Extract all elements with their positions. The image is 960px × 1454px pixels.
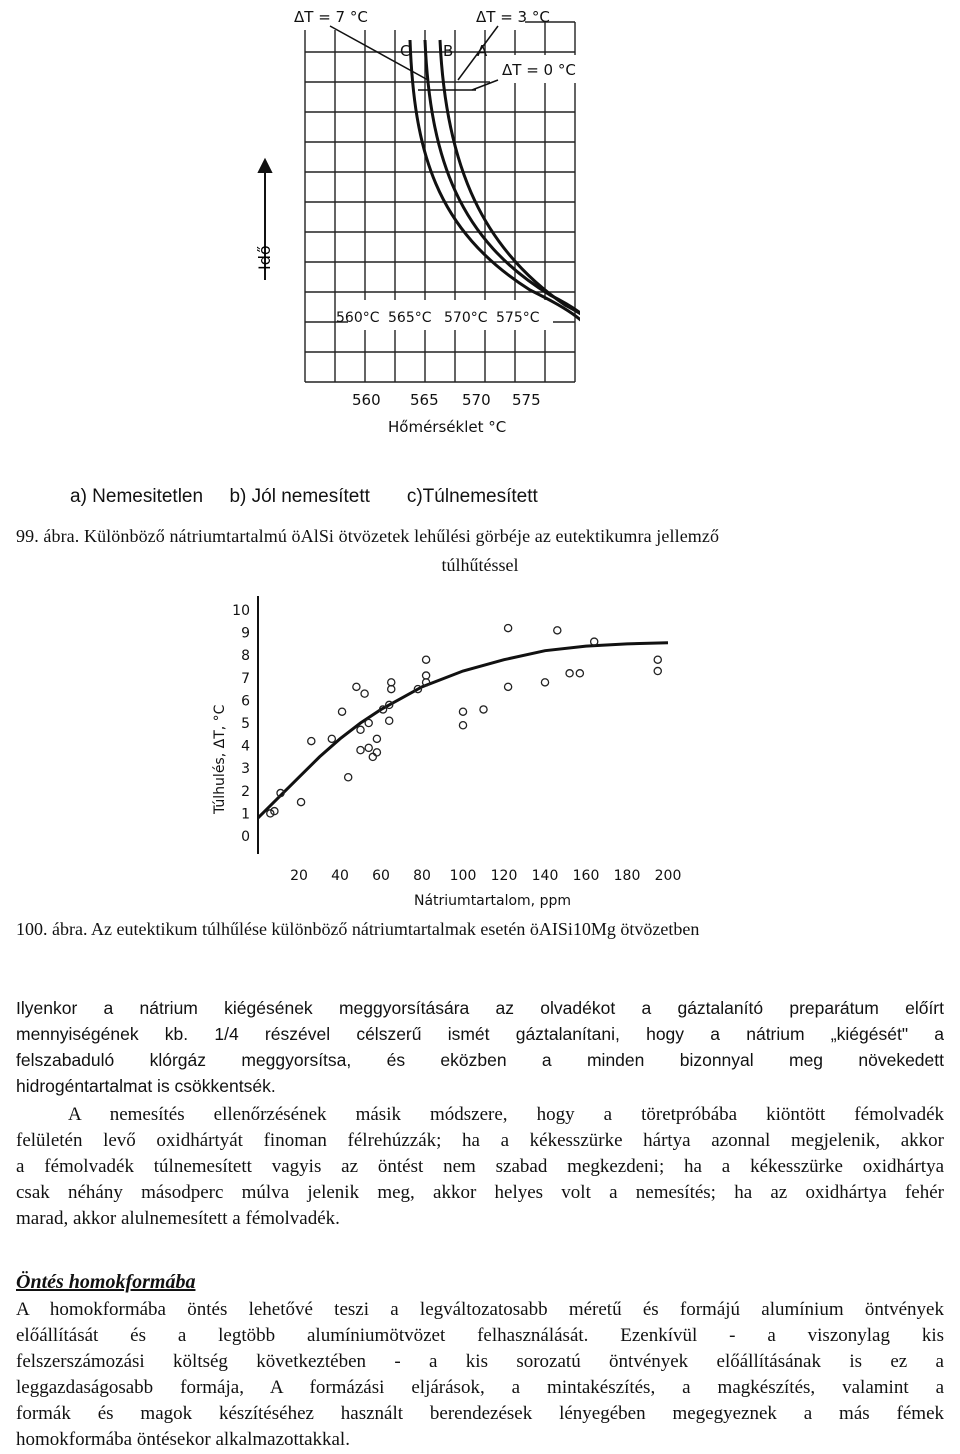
- x-tick: 565: [410, 391, 439, 409]
- section-heading: Öntés homokformába: [16, 1271, 196, 1293]
- y-tick-label: 3: [241, 761, 250, 778]
- temp-mark: 575°C: [496, 310, 540, 326]
- paragraph-2-line: a fémolvadék túlnemesített vagyis az öntést nem szabad megkezdeni; ha a kékesszürke oxidhártya: [16, 1156, 944, 1177]
- y-tick-label: 4: [241, 738, 250, 755]
- cooling-curve-a: [440, 40, 580, 345]
- y-axis-label: Idő: [255, 245, 274, 270]
- figure100-caption: 100. ábra. Az eutektikum túlhűlése különböző nátriumtartalmak esetén öAISi10Mg ötvözetben: [16, 919, 700, 939]
- figure99-caption-line2: túlhűtéssel: [441, 555, 519, 575]
- paragraph-1-line: hidrogéntartalmat is csökkentsék.: [16, 1076, 276, 1096]
- x-axis-ticks: [352, 391, 541, 409]
- x-tick-label: 120: [490, 868, 518, 884]
- paragraph-2-line: A nemesítés ellenőrzésének másik módszere, hogy a töretpróbába kiöntött fémolvadék: [68, 1104, 944, 1125]
- undercooling-chart: [200, 592, 730, 910]
- delta-t-c-label: ΔT = 7 °C: [294, 8, 368, 26]
- curve-c-label: C: [400, 42, 411, 60]
- figure99-caption-line1: 99. ábra. Különböző nátriumtartalmú öAlSi ötvözetek lehűlési görbéje az eutektikumra jellemző: [16, 526, 720, 546]
- paragraph-3-line: felszerszámozási költség következtében - a kis sorozatú öntvények előállításának is ez a: [16, 1351, 944, 1372]
- x-axis-label: Hőmérséklet °C: [388, 418, 507, 436]
- y-tick-label: 6: [241, 693, 250, 710]
- x-tick: 560: [352, 391, 381, 409]
- paragraph-3: [16, 1297, 944, 1453]
- x-tick-label: 20: [290, 868, 308, 884]
- paragraph-3-line: leggazdaságosabb formája, A formázási eljárások, a mintakészítés, a magkészítés, valamint a: [16, 1377, 944, 1398]
- cooling-curve-figure: [240, 0, 580, 445]
- x-tick-label: 180: [613, 868, 641, 884]
- paragraph-3-line: homokformába öntésekor alkalmazottakkal.: [16, 1429, 350, 1450]
- x-axis-ticks: [290, 868, 681, 884]
- delta-t-b-label: ΔT = 3 °C: [476, 8, 550, 26]
- curve-b-label: B: [443, 42, 454, 60]
- y-tick-label: 7: [241, 670, 250, 687]
- paragraph-3-line: előállítását és a legtöbb alumíniumötvözet felhasználását. Ezenkívül - a viszonylag kis: [16, 1325, 944, 1346]
- delta-t-leaders: [330, 26, 498, 90]
- paragraph-1-line: mennyiségének kb. 1/4 részével célszerű ismét gáztalanítani, hogy a nátrium „kiégését" a: [16, 1024, 944, 1044]
- chart-frame-bg: [250, 592, 730, 854]
- y-tick-label: 10: [232, 603, 250, 619]
- paragraph-3-line: formák és magok készítéséhez használt berendezések lényegében megegyeznek a más fémek: [16, 1403, 944, 1424]
- y-tick-label: 1: [241, 806, 250, 823]
- paragraph-2-line: csak néhány másodperc múlva jelenik meg, akkor helyes volt a nemesítés; ha az oxidhártya fehér: [16, 1182, 944, 1203]
- x-axis-label: Nátriumtartalom, ppm: [414, 893, 571, 909]
- x-tick-label: 200: [654, 868, 682, 884]
- x-tick-label: 40: [331, 868, 349, 884]
- temp-mark: 570°C: [444, 310, 488, 326]
- temp-mark: 565°C: [388, 310, 432, 326]
- y-tick-label: 9: [241, 625, 250, 642]
- paragraph-2: [16, 1102, 944, 1232]
- delta-t-a-label: ΔT = 0 °C: [502, 61, 576, 79]
- x-tick-label: 60: [372, 868, 390, 884]
- x-tick-label: 140: [531, 868, 559, 884]
- x-tick: 570: [462, 391, 491, 409]
- paragraph-1: [16, 995, 944, 1099]
- x-tick: 575: [512, 391, 541, 409]
- figure99-variant-labels: a) Nemesitetlen b) Jól nemesített c)Túlnemesített: [70, 486, 538, 507]
- x-tick-label: 80: [413, 868, 431, 884]
- paragraph-2-line: marad, akkor alulnemesített a fémolvadék.: [16, 1208, 340, 1229]
- y-tick-label: 8: [241, 648, 250, 665]
- x-tick-label: 100: [449, 868, 477, 884]
- temp-mark: 560°C: [336, 310, 380, 326]
- y-tick-label: 0: [241, 829, 250, 845]
- paragraph-2-line: felületén levő oxidhártyát finoman félrehúzzák; ha a kékesszürke hártya azonnal megjelenik, akkor: [16, 1130, 944, 1151]
- x-tick-label: 160: [572, 868, 600, 884]
- paragraph-1-line: Ilyenkor a nátrium kiégésének meggyorsítására az olvadékot a gáztalanító preparátum előírt: [16, 998, 944, 1018]
- y-tick-label: 5: [241, 716, 250, 732]
- y-tick-label: 2: [241, 783, 250, 800]
- y-axis-ticks: [232, 603, 250, 845]
- paragraph-1-line: felszabaduló klórgáz meggyorsítsa, és eközben a minden bizonnyal meg növekedett: [16, 1050, 944, 1070]
- y-axis-label: Túlhulés, ΔT, °C: [212, 704, 228, 814]
- paragraph-3-line: A homokformába öntés lehetővé teszi a legváltozatosabb méretű és formájú alumínium öntvények: [16, 1299, 944, 1320]
- curve-a-label: A: [477, 42, 488, 60]
